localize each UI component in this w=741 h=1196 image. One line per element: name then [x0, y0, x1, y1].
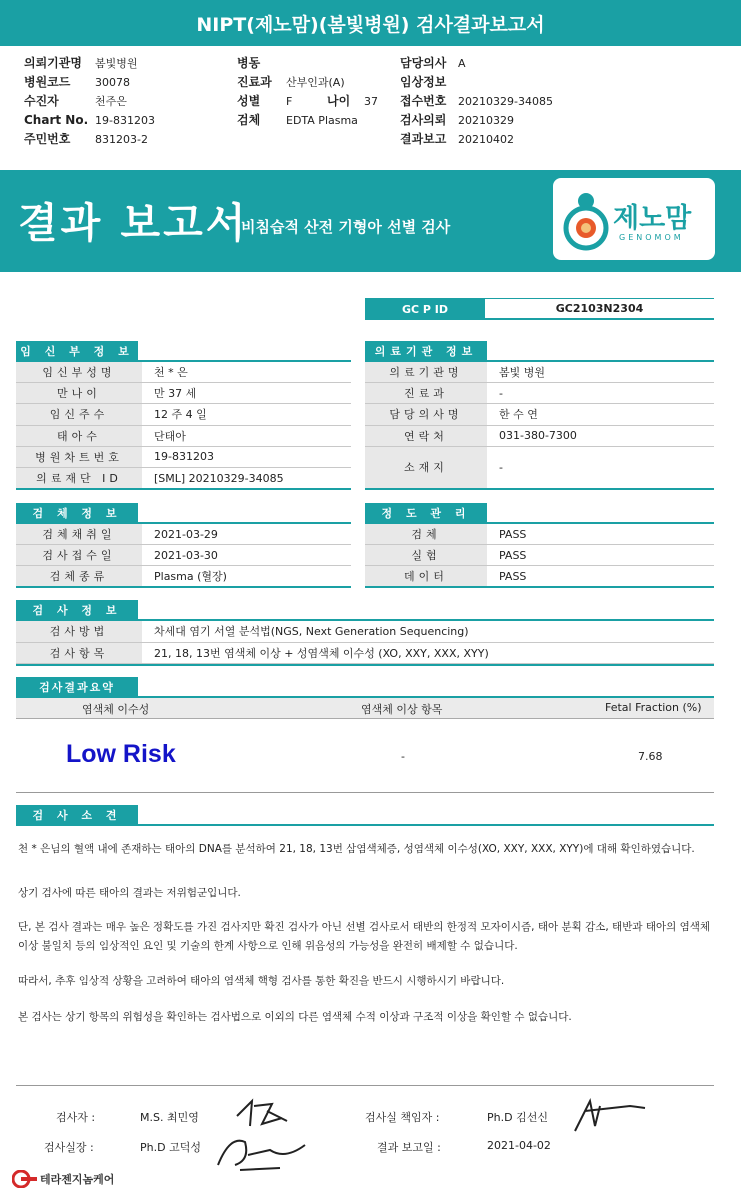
age-field [327, 92, 378, 111]
header-field-label: 병동 [237, 56, 261, 70]
info-row-label: 연락처 [365, 426, 487, 446]
header-field-value: 19-831203 [95, 114, 155, 127]
info-row-value: 차세대 염기 서열 분석법(NGS, Next Generation Sequencing) [154, 625, 469, 639]
info-row-label: 소재지 [365, 447, 487, 488]
info-row-value: Plasma (혈장) [154, 570, 227, 584]
info-row-value: - [499, 386, 503, 400]
header-field [400, 92, 553, 111]
test-info-heading: 검 사 정 보 [16, 600, 138, 619]
info-row-label: 실험 [365, 545, 487, 565]
result-low-risk: Low Risk [66, 740, 176, 768]
summary-col-abnormal: 염색체 이상 항목 [361, 703, 443, 716]
info-row-value: 19-831203 [154, 450, 214, 464]
genomom-logo-icon [563, 190, 613, 252]
header-field [400, 111, 553, 130]
header-field-label: 진료과 [237, 75, 272, 89]
head-name: Ph.D 고덕성 [140, 1141, 201, 1154]
info-row [16, 545, 351, 566]
finding-p1: 천 * 은님의 혈액 내에 존재하는 태아의 DNA를 분석하여 21, 18, 13번 삼염색체증, 성염색체 이수성(XO, XXY, XXX, XYY)에 대해 확인하였습니다. [18, 843, 695, 855]
report-title: NIPT(제노맘)(봄빛병원) 검사결과보고서 [0, 0, 741, 46]
date-label: 결과 보고일 : [377, 1141, 441, 1154]
info-row-label: 검사항목 [16, 643, 142, 664]
info-row [16, 447, 351, 468]
info-row [365, 566, 714, 587]
header-field-label: Chart No. [24, 113, 89, 127]
header-field [400, 54, 553, 73]
header-field [24, 73, 155, 92]
info-row [16, 383, 351, 404]
info-row [16, 643, 714, 665]
info-row [365, 524, 714, 545]
info-row [16, 621, 714, 643]
tester-signature [232, 1096, 292, 1132]
header-field-value: 30078 [95, 76, 130, 89]
info-row [365, 426, 714, 447]
head-label: 검사실장 : [44, 1141, 94, 1154]
info-row [365, 447, 714, 489]
info-row-label: 진료과 [365, 383, 487, 403]
report-date: 2021-04-02 [487, 1139, 551, 1152]
header-field-label: 병원코드 [24, 75, 71, 89]
summary-heading: 검사결과요약 [16, 677, 138, 696]
info-row-label: 병원차트번호 [16, 447, 142, 467]
info-row-label: 임신주수 [16, 404, 142, 424]
header-field [24, 54, 155, 73]
info-row [365, 383, 714, 404]
header-field [237, 73, 358, 92]
institution-info-heading: 의료기관 정보 [365, 341, 487, 360]
genomom-logo [553, 178, 715, 260]
header-field-value: 산부인과(A) [286, 76, 345, 89]
header-field-value: 봄빛병원 [95, 57, 138, 70]
info-row-value: - [499, 460, 503, 474]
info-row-label: 의료기관명 [365, 362, 487, 382]
header-field-value: 20210329 [458, 114, 514, 127]
logo-text: 제노맘 [613, 203, 692, 234]
info-row [365, 404, 714, 425]
info-row-label: 검체종류 [16, 566, 142, 586]
info-row-value: 21, 18, 13번 염색체 이상 + 성염색체 이수성 (XO, XXY, XXX, XYY) [154, 646, 489, 660]
info-row-value: 만 37 세 [154, 387, 197, 401]
info-row-value: PASS [499, 548, 527, 562]
info-row-value: PASS [499, 527, 527, 541]
header-field-value: 831203-2 [95, 133, 148, 146]
tester-label: 검사자 : [56, 1111, 96, 1124]
header-field-label: 의뢰기관명 [24, 56, 82, 70]
info-row-label: 만나이 [16, 383, 142, 403]
brand-footer [12, 1170, 114, 1188]
summary-ff-value: 7.68 [638, 750, 663, 763]
summary-abnormal-value: - [401, 750, 405, 763]
summary-col-aneuploidy: 염색체 이수성 [82, 703, 150, 716]
findings-heading: 검 사 소 견 [16, 805, 138, 824]
header-col3 [400, 54, 553, 149]
info-row [365, 362, 714, 383]
header-field-value: 20210402 [458, 133, 514, 146]
info-row-value: 2021-03-29 [154, 527, 218, 541]
chief-name: Ph.D 김선신 [487, 1111, 548, 1124]
header-field [400, 130, 553, 149]
header-field [24, 111, 155, 130]
finding-p5: 본 검사는 상기 항목의 위험성을 확인하는 검사법으로 이외의 다른 염색체 수적 이상과 구조적 이상을 확인할 수 없습니다. [18, 1011, 572, 1023]
info-row-value: [SML] 20210329-34085 [154, 471, 284, 485]
qc-heading: 정 도 관 리 [365, 503, 487, 522]
banner-subtitle: 비침습적 산전 기형아 선별 검사 [241, 218, 451, 236]
info-row-label: 검사방법 [16, 621, 142, 642]
gcp-id-value: GC2103N2304 [485, 298, 714, 320]
header-field-value: 천주은 [95, 95, 127, 108]
info-row-value: 한 수 연 [499, 408, 538, 422]
finding-p3: 단, 본 검사 결과는 매우 높은 정확도를 가진 검사지만 확진 검사가 아닌 선별 검사로서 태반의 한정적 모자이시즘, 태아 분획 감소, 태반과 태아의 염색체 이상 불일치 등의 임상적인 요인 및 기술의 한계 사항으로 인해 위음성의 가능성을 완전히 배제할 수 없습니다. [18, 921, 711, 952]
brand-name: 테라젠지놈케어 [40, 1173, 115, 1186]
info-row-value: 봄빛 병원 [499, 366, 546, 380]
info-row [16, 426, 351, 447]
info-row-label: 태아수 [16, 426, 142, 446]
header-field-label: 결과보고 [400, 132, 447, 146]
header-field [237, 111, 358, 130]
header-field-label: 수진자 [24, 94, 59, 108]
specimen-info-heading: 검 체 정 보 [16, 503, 138, 522]
header-field [400, 73, 553, 92]
info-row-label: 검사접수일 [16, 545, 142, 565]
chief-label: 검사실 책임자 : [365, 1111, 440, 1124]
header-field-label: 검체 [237, 113, 261, 127]
header-field-label: 성별 [237, 94, 261, 108]
info-row [16, 404, 351, 425]
header-field-label: 검사의뢰 [400, 113, 447, 127]
age-label: 나이 [327, 94, 351, 108]
gcp-id-label: GC P ID [365, 298, 485, 320]
header-field-label: 주민번호 [24, 132, 71, 146]
info-row-value: 단태아 [154, 429, 186, 443]
info-row-label: 데이터 [365, 566, 487, 586]
header-field-value: 20210329-34085 [458, 95, 553, 108]
summary-col-ff: Fetal Fraction (%) [605, 701, 702, 714]
info-row [16, 362, 351, 383]
banner-title: 결과 보고서 [18, 199, 249, 247]
logo-subtext: GENOMOM [619, 233, 684, 242]
tester-name: M.S. 최민영 [140, 1111, 199, 1124]
info-row-label: 임신부성명 [16, 362, 142, 382]
info-row-value: 12 주 4 일 [154, 408, 207, 422]
head-signature [210, 1130, 310, 1174]
info-row [365, 545, 714, 566]
info-row [16, 468, 351, 489]
age-value: 37 [364, 95, 379, 108]
info-row-value: 천 * 은 [154, 366, 188, 380]
info-row-value: PASS [499, 569, 527, 583]
summary-header-row [16, 698, 714, 719]
chief-signature [570, 1096, 650, 1136]
info-row-label: 담당의사명 [365, 404, 487, 424]
info-row-value: 031-380-7300 [499, 429, 577, 443]
pregnant-info-heading: 임 신 부 정 보 [16, 341, 138, 360]
info-row [16, 566, 351, 587]
header-col1 [24, 54, 155, 149]
info-row-label: 검체 [365, 524, 487, 544]
header-field-value: A [458, 57, 466, 70]
info-row-label: 검체채취일 [16, 524, 142, 544]
header-field-value: EDTA Plasma [286, 114, 358, 127]
info-row [16, 524, 351, 545]
header-field [237, 54, 358, 73]
header-field-value: F [286, 95, 293, 108]
header-field-label: 접수번호 [400, 94, 447, 108]
header-field [24, 130, 155, 149]
info-row-value: 2021-03-30 [154, 548, 218, 562]
terragen-logo-icon [12, 1170, 38, 1188]
finding-p2: 상기 검사에 따른 태아의 결과는 저위험군입니다. [18, 887, 241, 899]
header-field [24, 92, 155, 111]
header-field-label: 임상정보 [400, 75, 447, 89]
info-row-label: 의료재단 ID [16, 468, 142, 488]
header-field-label: 담당의사 [400, 56, 447, 70]
report-banner [0, 170, 741, 272]
finding-p4: 따라서, 추후 임상적 상황을 고려하여 태아의 염색체 핵형 검사를 통한 확진을 반드시 시행하시기 바랍니다. [18, 975, 505, 987]
